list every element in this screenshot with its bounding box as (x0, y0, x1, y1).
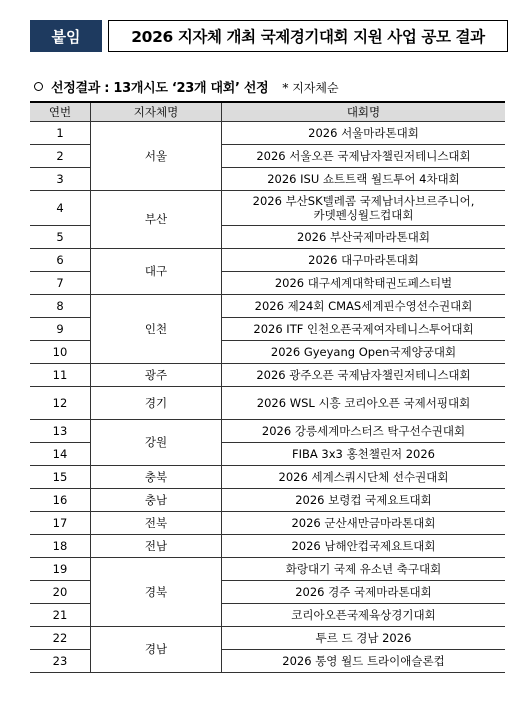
event-name: 2026 경주 국제마라톤대회 (222, 581, 506, 604)
circle-bullet-icon (34, 82, 43, 91)
table-row (30, 364, 505, 387)
row-number: 13 (30, 420, 91, 443)
event-name: 2026 서울마라톤대회 (222, 122, 506, 145)
table-row (30, 466, 505, 489)
event-name: 2026 부산국제마라톤대회 (222, 226, 506, 249)
region-cell: 경남 (91, 627, 222, 673)
row-number: 6 (30, 249, 91, 272)
row-number: 7 (30, 272, 91, 295)
section-text: 선정결과 : 13개시도 ‘23개 대회’ 선정 (51, 81, 269, 96)
row-number: 12 (30, 387, 91, 420)
row-number: 3 (30, 168, 91, 191)
row-number: 10 (30, 341, 91, 364)
document-title: 2026 지자체 개최 국제경기대회 지원 사업 공모 결과 (108, 20, 508, 52)
event-name: 2026 WSL 시흥 코리아오픈 국제서핑대회 (222, 387, 506, 420)
section-note: * 지자체순 (282, 81, 339, 95)
column-header-no: 연번 (30, 102, 91, 122)
table-row (30, 535, 505, 558)
row-number: 1 (30, 122, 91, 145)
row-number: 17 (30, 512, 91, 535)
event-name: 2026 세계스쿼시단체 선수권대회 (222, 466, 506, 489)
row-number: 15 (30, 466, 91, 489)
table-row (30, 489, 505, 512)
row-number: 21 (30, 604, 91, 627)
region-cell: 인천 (91, 295, 222, 364)
row-number: 19 (30, 558, 91, 581)
row-number: 18 (30, 535, 91, 558)
event-name: 2026 통영 월드 트라이애슬론컵 (222, 650, 506, 673)
event-name: 2026 보령컵 국제요트대회 (222, 489, 506, 512)
table-row (30, 512, 505, 535)
results-table (30, 101, 505, 673)
event-name: 2026 광주오픈 국제남자챌린저테니스대회 (222, 364, 506, 387)
region-cell: 대구 (91, 249, 222, 295)
row-number: 20 (30, 581, 91, 604)
event-name: 2026 대구마라톤대회 (222, 249, 506, 272)
table-row (30, 122, 505, 145)
event-name: 화랑대기 국제 유소년 축구대회 (222, 558, 506, 581)
event-name: 2026 ITF 인천오픈국제여자테니스투어대회 (222, 318, 506, 341)
table-row (30, 191, 505, 226)
table-row (30, 249, 505, 272)
region-cell: 충남 (91, 489, 222, 512)
region-cell: 경북 (91, 558, 222, 627)
event-name: 2026 서울오픈 국제남자챌린저테니스대회 (222, 145, 506, 168)
region-cell: 경기 (91, 387, 222, 420)
event-name: 2026 ISU 쇼트트랙 월드투어 4차대회 (222, 168, 506, 191)
column-header-region: 지자체명 (91, 102, 222, 122)
document-header (30, 20, 508, 52)
row-number: 9 (30, 318, 91, 341)
event-name: 코리아오픈국제육상경기대회 (222, 604, 506, 627)
event-name: 투르 드 경남 2026 (222, 627, 506, 650)
row-number: 4 (30, 191, 91, 226)
event-name: FIBA 3x3 홍천챌린저 2026 (222, 443, 506, 466)
table-row (30, 420, 505, 443)
region-cell: 부산 (91, 191, 222, 249)
table-row (30, 295, 505, 318)
region-cell: 충북 (91, 466, 222, 489)
region-cell: 광주 (91, 364, 222, 387)
row-number: 11 (30, 364, 91, 387)
event-name: 2026 남해안컵국제요트대회 (222, 535, 506, 558)
event-name: 2026 Gyeyang Open국제양궁대회 (222, 341, 506, 364)
row-number: 16 (30, 489, 91, 512)
row-number: 23 (30, 650, 91, 673)
row-number: 8 (30, 295, 91, 318)
region-cell: 서울 (91, 122, 222, 191)
section-heading (34, 77, 339, 96)
table-row (30, 387, 505, 420)
table-body (30, 122, 505, 673)
attachment-tag: 붙임 (30, 20, 102, 52)
event-name: 2026 대구세계대학태권도페스티벌 (222, 272, 506, 295)
event-name: 2026 제24회 CMAS세계핀수영선수권대회 (222, 295, 506, 318)
event-name: 2026 군산새만금마라톤대회 (222, 512, 506, 535)
row-number: 22 (30, 627, 91, 650)
table-header-row (30, 102, 505, 122)
region-cell: 전북 (91, 512, 222, 535)
row-number: 2 (30, 145, 91, 168)
row-number: 5 (30, 226, 91, 249)
region-cell: 전남 (91, 535, 222, 558)
column-header-event: 대회명 (222, 102, 506, 122)
row-number: 14 (30, 443, 91, 466)
table-row (30, 627, 505, 650)
table-row (30, 558, 505, 581)
event-name: 2026 부산SK텔레콤 국제남녀사브르주니어, 카뎃펜싱월드컵대회 (222, 191, 506, 226)
region-cell: 강원 (91, 420, 222, 466)
event-name: 2026 강릉세계마스터즈 탁구선수권대회 (222, 420, 506, 443)
